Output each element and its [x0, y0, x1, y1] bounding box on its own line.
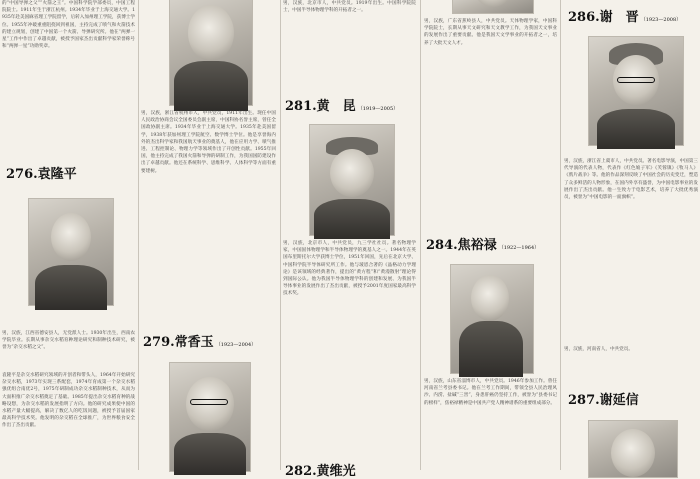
entry-heading [143, 331, 256, 350]
entry-name: 黄维光 [316, 464, 356, 479]
entry-heading [426, 234, 539, 253]
entry-name: 黄 昆 [316, 99, 356, 114]
article-text: 男，汉族，浙江省上虞市人，中共党员。著名电影导演，中国第三代导演的代表人物，代表作《红色娘子军》《芙蓉镇》《牧马人》《鸦片战争》等。他的作品深刻反映了中国社会的历史变迁，塑造了众多鲜活的人物形象，在国内外享有盛誉，为中国电影事业的发展作出了杰出贡献。他一生致力于电影艺术，培养了大批优秀演员，被誉为“中国电影的一面旗帜”。 [564, 159, 698, 201]
entry-heading [568, 389, 639, 408]
entry-heading [568, 6, 681, 25]
entry-number: 286. [568, 10, 600, 25]
portrait-photo [452, 0, 534, 14]
article-text: 男，汉族，山东省淄博市人，中共党员。1946年参加工作。曾任河南省兰考县委书记。他在兰考工作期间，带领全县人民治理风沙、内涝、盐碱“三害”，身患肝癌仍坚持工作，被誉为“县委书记的榜样”，焦裕禄精神是中国共产党人精神谱系的重要组成部分。 [424, 379, 557, 406]
portrait-photo [450, 264, 534, 374]
entry-number: 287. [568, 393, 600, 408]
entry-name: 常香玉 [174, 335, 214, 350]
article-text: 男，汉族，江西省德安县人，无党派人士。1930年出生，西南农学院毕业。长期从事杂交水稻育种理论研究和制种技术研究，被誉为“杂交水稻之父”。 [2, 331, 135, 351]
entry-number: 276. [6, 167, 38, 182]
entry-number: 284. [426, 238, 458, 253]
entry-heading [285, 460, 356, 479]
article-text: 男，汉族，浙江省杭州市人，中共党员，1911年出生。现任中国人民政治协商会议全国委员会副主席，中国科协名誉主席，曾任全国政协副主席。1934年毕业于上海交通大学。1935年赴美国留学，1938年获加州理工学院航空、数学博士学位。他是享誉海内外的杰出科学家和我国航天事业的奠基人，他在应用力学、喷气推进、工程控制论、物理力学等领域作出了开创性贡献。1955年回国，他主持完成了我国火箭和导弹的研制工作，为我国国防建设作出了卓越贡献。他还在系统科学、思维科学、人体科学等方面有重要建树。 [141, 111, 276, 174]
entry-name: 谢 晋 [599, 10, 639, 25]
portrait-photo [169, 0, 253, 106]
entry-number: 282. [285, 464, 317, 479]
column-divider [420, 0, 421, 470]
entry-number: 281. [285, 99, 317, 114]
article-text: 男，汉族，北京市人，中共党员，九三学社社员。著名物理学家，中国固体物理学和半导体物理学的奠基人之一。1944年在英国布里斯托尔大学获博士学位，1951年回国，先后在北京大学、中国科学院半导体研究所工作。他与玻恩合著的《晶格动力学理论》是该领域的经典著作，提出的“黄方程”和“黄漫散射”理论得到国际公认。他为我国半导体物理学科的创建和发展、为我国半导体事业的发展作出了杰出贡献，被授予2001年度国家最高科学技术奖。 [283, 241, 416, 297]
entry-years: （1922—1964） [498, 245, 540, 251]
entry-years: （1923—2008） [640, 17, 682, 23]
entry-number: 279. [143, 335, 175, 350]
column-divider [560, 0, 561, 470]
article-text: 男，汉族，广东省蕉岭县人，中共党员。天体物理学家，中国科学院院士，长期从事天文研究和天文教学工作，为我国天文事业的发展作出了重要贡献。他是我国天文学事业的开拓者之一，培养了大批天文人才。 [424, 19, 557, 46]
article-text: 男，汉族，河南省人，中共党员。 [564, 347, 633, 352]
article-text: 的“中国导弹之父”“火箭之王”。中国科学院学部委员，中国工程院院士。1911年生于浙江杭州。1934年毕业于上海交通大学。1935年赴美国麻省理工学院留学，后转入加州理工学院，获博士学位。1955年冲破重重阻挠回到祖国，主持完成了喷气和火箭技术的建立规划，创建了中国第一个火箭、导弹研究所。他在“两弹一星”工作中作出了卓越贡献，被授予国家杰出贡献科学家荣誉称号和“两弹一星”功勋奖章。 [2, 1, 135, 50]
entry-heading [285, 95, 398, 114]
column-3 [283, 0, 416, 479]
column-divider [280, 0, 281, 470]
column-1 [2, 0, 135, 470]
entry-years: （1923—2004） [215, 342, 257, 348]
entry-heading [6, 163, 77, 182]
entry-years: （1919—2005） [357, 106, 399, 112]
entry-name: 焦裕禄 [457, 238, 497, 253]
portrait-photo [588, 36, 684, 146]
portrait-photo [588, 420, 678, 478]
column-4 [424, 0, 557, 470]
portrait-photo [169, 362, 251, 472]
portrait-photo [28, 198, 114, 306]
article-text: 男，汉族，北京市人，中共党员。1919年出生。中国科学院院士，中国半导体物理学科的开拓者之一。 [283, 1, 416, 14]
column-2 [141, 0, 276, 470]
article-text: 袁隆平是杂交水稻研究领域的开创者和带头人，1964年开始研究杂交水稻，1973年实现三系配套，1974年育成第一个杂交水稻强优组合南优2号，1975年研制成功杂交水稻制种技术，从而为大面积推广杂交水稻奠定了基础。1985年提出杂交水稻育种的战略设想，为杂交水稻的发展指明了方向。他的研究成果使中国的水稻产量大幅提高，解决了数亿人的吃饭问题，被授予首届国家最高科学技术奖。他发明的杂交稻在全球推广，为世界粮食安全作出了杰出贡献。 [2, 373, 135, 429]
portrait-photo [309, 124, 395, 236]
entry-name: 谢延信 [599, 393, 639, 408]
column-divider [138, 0, 139, 470]
column-5 [564, 0, 698, 470]
entry-name: 袁隆平 [37, 167, 77, 182]
